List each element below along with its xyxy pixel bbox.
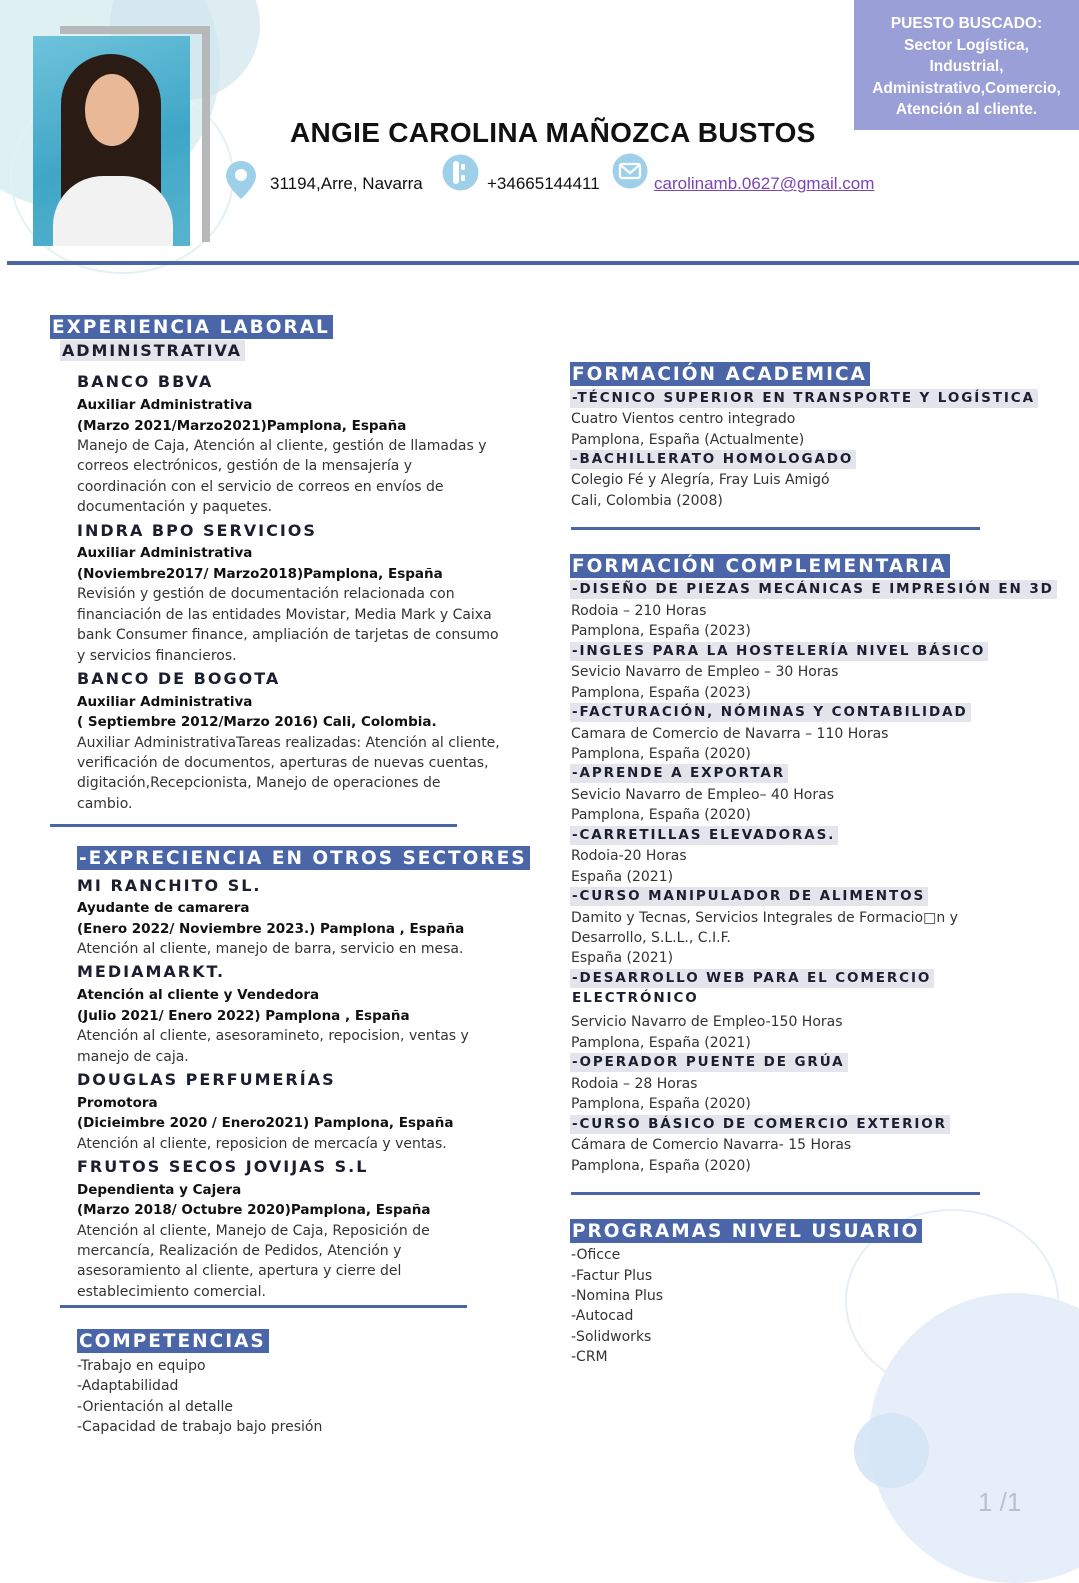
job-role: Atención al cliente y Vendedora (77, 987, 320, 1003)
job-description-line: Manejo de Caja, Atención al cliente, gestión de llamadas y (77, 438, 487, 454)
job-period: (Julio 2021/ Enero 2022) Pamplona , España (77, 1008, 410, 1024)
job-role: Auxiliar Administrativa (77, 545, 253, 561)
section-title-other-sectors: -EXPRECIENCIA EN OTROS SECTORES (77, 846, 530, 870)
company-name: BANCO BBVA (77, 372, 214, 391)
course-title: -APRENDE A EXPORTAR (570, 764, 788, 783)
job-role: Dependienta y Cajera (77, 1182, 242, 1198)
job-sought-line: Industrial, (929, 58, 1004, 75)
job-description-line: Auxiliar AdministrativaTareas realizadas: Atención al cliente, (77, 735, 500, 751)
profile-photo (33, 36, 190, 246)
software-item: -CRM (571, 1349, 608, 1365)
company-name: DOUGLAS PERFUMERÍAS (77, 1070, 336, 1089)
course-title: -BACHILLERATO HOMOLOGADO (570, 450, 856, 469)
course-detail: Sevicio Navarro de Empleo– 40 Horas (571, 787, 834, 803)
photo-face (85, 74, 139, 146)
section-divider (571, 527, 980, 530)
company-name: MEDIAMARKT. (77, 962, 226, 981)
software-item: -Solidworks (571, 1329, 652, 1345)
skill-item: -Adaptabilidad (77, 1378, 179, 1394)
course-detail: Rodoia-20 Horas (571, 848, 687, 864)
job-description-line: bank Consumer finance, ampliación de tarjetas de consumo (77, 627, 499, 643)
job-description-line: y servicios financieros. (77, 648, 237, 664)
phone-icon (442, 154, 479, 191)
section-title-experience: EXPERIENCIA LABORAL (50, 315, 333, 339)
course-title: -INGLES PARA LA HOSTELERÍA NIVEL BÁSICO (570, 642, 988, 661)
job-role: Auxiliar Administrativa (77, 397, 253, 413)
job-period: ( Septiembre 2012/Marzo 2016) Cali, Colombia. (77, 714, 437, 730)
job-description-line: Atención al cliente, manejo de barra, servicio en mesa. (77, 941, 464, 957)
section-title-complementary: FORMACIÓN COMPLEMENTARIA (570, 554, 950, 578)
email-link[interactable]: carolinamb.0627@gmail.com (654, 174, 875, 193)
job-description-line: digitación,Recepcionista, Manejo de operaciones de (77, 775, 441, 791)
course-detail: Pamplona, España (Actualmente) (571, 432, 805, 448)
job-description-line: Revisión y gestión de documentación relacionada con (77, 586, 455, 602)
course-title: -OPERADOR PUENTE DE GRÚA (570, 1053, 848, 1072)
job-description-line: coordinación con el servicio de correos en envíos de (77, 479, 444, 495)
job-description-line: mercancía, Realización de Pedidos, Atención y (77, 1243, 402, 1259)
course-detail: Desarrollo, S.L.L., C.I.F. (571, 930, 731, 946)
course-detail: Rodoia – 210 Horas (571, 603, 707, 619)
skill-item: -Capacidad de trabajo bajo presión (77, 1419, 323, 1435)
course-title-continuation: ELECTRÓNICO (572, 990, 699, 1006)
skill-item: -Orientación al detalle (77, 1399, 234, 1415)
job-description-line: verificación de documentos, aperturas de nuevas cuentas, (77, 755, 489, 771)
course-detail: Servicio Navarro de Empleo-150 Horas (571, 1014, 843, 1030)
job-description-line: financiación de las entidades Movistar, Media Mark y Caixa (77, 607, 492, 623)
job-role: Auxiliar Administrativa (77, 694, 253, 710)
job-sought-line: Atención al cliente. (895, 101, 1038, 118)
course-detail: Rodoia – 28 Horas (571, 1076, 698, 1092)
section-title-skills: COMPETENCIAS (77, 1329, 269, 1353)
job-description-line: Atención al cliente, asesoramineto, repocision, ventas y (77, 1028, 469, 1044)
job-sought-line: PUESTO BUSCADO: (890, 15, 1043, 32)
address-text: 31194,Arre, Navarra (270, 174, 423, 193)
skill-item: -Trabajo en equipo (77, 1358, 206, 1374)
course-detail: Colegio Fé y Alegría, Fray Luis Amigó (571, 472, 830, 488)
decor-circle (854, 1413, 929, 1488)
course-detail: Pamplona, España (2020) (571, 807, 751, 823)
course-detail: Pamplona, España (2020) (571, 746, 751, 762)
course-title: -CURSO BÁSICO DE COMERCIO EXTERIOR (570, 1115, 950, 1134)
company-name: INDRA BPO SERVICIOS (77, 521, 317, 540)
software-item: -Factur Plus (571, 1268, 653, 1284)
job-description-line: Atención al cliente, reposicion de mercacía y ventas. (77, 1136, 447, 1152)
job-description-line: asesoramiento al cliente, apertura y cierre del (77, 1263, 402, 1279)
job-period: (Enero 2022/ Noviembre 2023.) Pamplona , España (77, 921, 465, 937)
company-name: MI RANCHITO SL. (77, 876, 262, 895)
job-description-line: correos electrónicos, gestión de la mensajería y (77, 458, 413, 474)
course-title: -DISEÑO DE PIEZAS MECÁNICAS E IMPRESIÓN EN 3D (570, 580, 1057, 599)
course-detail: Pamplona, España (2020) (571, 1096, 751, 1112)
course-detail: Pamplona, España (2023) (571, 623, 751, 639)
course-title: -CARRETILLAS ELEVADORAS. (570, 826, 838, 845)
course-detail: Cuatro Vientos centro integrado (571, 411, 796, 427)
software-item: -Nomina Plus (571, 1288, 664, 1304)
phone-text: +34665144411 (487, 174, 600, 193)
job-period: (Dicieimbre 2020 / Enero2021) Pamplona, España (77, 1115, 454, 1131)
job-period: (Marzo 2021/Marzo2021)Pamplona, España (77, 418, 407, 434)
job-sought-box (854, 0, 1079, 130)
course-detail: Sevicio Navarro de Empleo – 30 Horas (571, 664, 839, 680)
job-description-line: Atención al cliente, Manejo de Caja, Reposición de (77, 1223, 430, 1239)
course-detail: Pamplona, España (2023) (571, 685, 751, 701)
envelope-icon (612, 153, 648, 189)
course-detail: España (2021) (571, 869, 674, 885)
section-title-academic: FORMACIÓN ACADEMICA (570, 362, 870, 386)
section-title-software: PROGRAMAS NIVEL USUARIO (570, 1219, 922, 1243)
page-number: 1 /1 (978, 1487, 1022, 1517)
course-title: -TÉCNICO SUPERIOR EN TRANSPORTE Y LOGÍSTICA (570, 389, 1038, 408)
section-divider (571, 1192, 980, 1195)
candidate-name: ANGIE CAROLINA MAÑOZCA BUSTOS (290, 117, 816, 148)
section-divider (60, 1305, 467, 1308)
job-sought-line: Administrativo,Comercio, (872, 79, 1061, 97)
course-detail: Damito y Tecnas, Servicios Integrales de Formacio□n y (571, 910, 958, 926)
job-description-line: establecimiento comercial. (77, 1284, 266, 1300)
course-detail: Cali, Colombia (2008) (571, 493, 723, 509)
job-period: (Marzo 2018/ Octubre 2020)Pamplona, España (77, 1202, 431, 1218)
job-period: (Noviembre2017/ Marzo2018)Pamplona, España (77, 566, 443, 582)
course-detail: Cámara de Comercio Navarra- 15 Horas (571, 1137, 852, 1153)
course-title: -FACTURACIÓN, NÓMINAS Y CONTABILIDAD (570, 703, 971, 722)
section-divider (50, 824, 457, 827)
course-title: -DESARROLLO WEB PARA EL COMERCIO (570, 969, 934, 988)
location-pin-icon (225, 160, 257, 200)
job-description-line: documentación y paquetes. (77, 499, 273, 515)
company-name: BANCO DE BOGOTA (77, 669, 281, 688)
job-sought-line: Sector Logística, (904, 36, 1029, 54)
job-role: Promotora (77, 1095, 158, 1111)
course-detail: España (2021) (571, 950, 674, 966)
subsection-title-admin: ADMINISTRATIVA (60, 340, 245, 361)
company-name: FRUTOS SECOS JOVIJAS S.L (77, 1157, 369, 1176)
course-detail: Camara de Comercio de Navarra – 110 Horas (571, 726, 889, 742)
software-item: -Oficce (571, 1247, 621, 1263)
course-title: -CURSO MANIPULADOR DE ALIMENTOS (570, 887, 928, 906)
course-detail: Pamplona, España (2021) (571, 1035, 751, 1051)
software-item: -Autocad (571, 1308, 634, 1324)
course-detail: Pamplona, España (2020) (571, 1158, 751, 1174)
job-description-line: cambio. (77, 796, 133, 812)
job-role: Ayudante de camarera (77, 900, 250, 916)
header-divider (7, 261, 1079, 265)
job-description-line: manejo de caja. (77, 1049, 189, 1065)
